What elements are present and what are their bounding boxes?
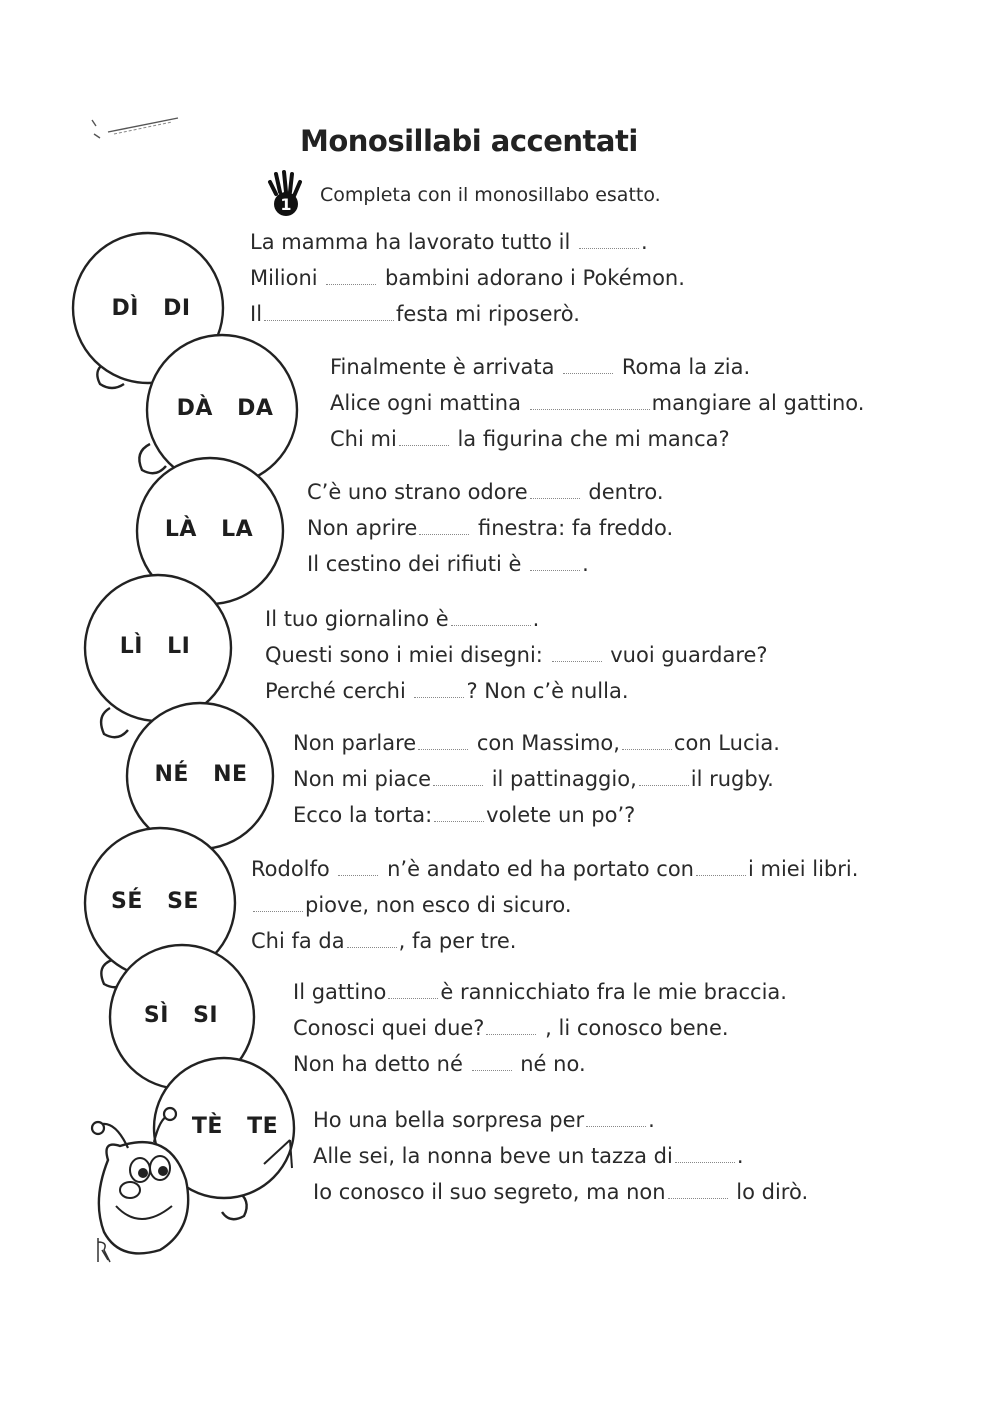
- exercise-line: Non mi piace il pattinaggio, il rugby.: [293, 761, 780, 797]
- answer-blank[interactable]: [399, 423, 449, 446]
- answer-blank[interactable]: [530, 476, 580, 499]
- exercise-line: Il cestino dei rifiuti è .: [307, 546, 673, 582]
- answer-blank[interactable]: [563, 351, 613, 374]
- exercise-line: Il tuo giornalino è .: [265, 601, 768, 637]
- answer-blank[interactable]: [579, 226, 639, 249]
- exercise-line: La mamma ha lavorato tutto il .: [250, 224, 685, 260]
- pair-label-da: DÀ DA: [176, 396, 274, 421]
- answer-blank[interactable]: [639, 763, 689, 786]
- exercise-line: Questi sono i miei disegni: vuoi guardare?: [265, 637, 768, 673]
- exercise-line: Alice ogni mattina mangiare al gattino.: [330, 385, 864, 421]
- answer-blank[interactable]: [668, 1176, 728, 1199]
- exercise-line: Chi mi la figurina che mi manca?: [330, 421, 864, 457]
- answer-blank[interactable]: [434, 799, 484, 822]
- page-title: Monosillabi accentati: [300, 124, 638, 158]
- answer-blank[interactable]: [414, 675, 464, 698]
- exercise-line: Finalmente è arrivata Roma la zia.: [330, 349, 864, 385]
- pair-label-li: LÌ LI: [119, 634, 191, 659]
- exercise-group-te: [313, 1102, 808, 1210]
- answer-blank[interactable]: [419, 512, 469, 535]
- exercise-group-da: [330, 349, 864, 457]
- exercise-group-si: [293, 974, 787, 1082]
- pair-label-si: SÌ SI: [143, 1003, 219, 1028]
- answer-blank[interactable]: [486, 1012, 536, 1035]
- exercise-line: piove, non esco di sicuro.: [251, 887, 858, 923]
- answer-blank[interactable]: [451, 603, 531, 626]
- exercise-line: Milioni bambini adorano i Pokémon.: [250, 260, 685, 296]
- exercise-line: Non ha detto né né no.: [293, 1046, 787, 1082]
- exercise-line: Il gattino è rannicchiato fra le mie braccia.: [293, 974, 787, 1010]
- answer-blank[interactable]: [253, 889, 303, 912]
- exercise-line: Chi fa da , fa per tre.: [251, 923, 858, 959]
- exercise-group-se: [251, 851, 858, 959]
- exercise-group-ne: [293, 725, 780, 833]
- exercise-group-li: [265, 601, 768, 709]
- instruction-text: Completa con il monosillabo esatto.: [320, 184, 661, 206]
- exercise-line: Ho una bella sorpresa per .: [313, 1102, 808, 1138]
- pair-label-te: TÈ TE: [191, 1114, 279, 1139]
- answer-blank[interactable]: [472, 1048, 512, 1071]
- answer-blank[interactable]: [586, 1104, 646, 1127]
- exercise-line: C’è uno strano odore dentro.: [307, 474, 673, 510]
- answer-blank[interactable]: [338, 853, 378, 876]
- answer-blank[interactable]: [530, 548, 580, 571]
- exercise-line: Non parlare con Massimo, con Lucia.: [293, 725, 780, 761]
- answer-blank[interactable]: [696, 853, 746, 876]
- pair-label-la: LÀ LA: [164, 517, 254, 542]
- exercise-line: Alle sei, la nonna beve un tazza di .: [313, 1138, 808, 1174]
- instruction-number: 1: [280, 195, 292, 214]
- exercise-line: Io conosco il suo segreto, ma non lo dirò.: [313, 1174, 808, 1210]
- pair-label-se: SÉ SE: [111, 889, 199, 914]
- exercise-line: Il festa mi riposerò.: [250, 296, 685, 332]
- exercise-line: Conosci quei due? , li conosco bene.: [293, 1010, 787, 1046]
- pair-label-ne: NÉ NE: [154, 762, 248, 787]
- answer-blank[interactable]: [622, 727, 672, 750]
- answer-blank[interactable]: [326, 262, 376, 285]
- exercise-line: Non aprire finestra: fa freddo.: [307, 510, 673, 546]
- answer-blank[interactable]: [264, 298, 394, 321]
- answer-blank[interactable]: [388, 976, 438, 999]
- exercise-line: Ecco la torta: volete un po’?: [293, 797, 780, 833]
- answer-blank[interactable]: [552, 639, 602, 662]
- caterpillar-illustration: [0, 0, 300, 1300]
- answer-blank[interactable]: [675, 1140, 735, 1163]
- answer-blank[interactable]: [530, 387, 650, 410]
- exercise-group-la: [307, 474, 673, 582]
- answer-blank[interactable]: [418, 727, 468, 750]
- answer-blank[interactable]: [433, 763, 483, 786]
- exercise-line: Perché cerchi ? Non c’è nulla.: [265, 673, 768, 709]
- exercise-line: Rodolfo n’è andato ed ha portato con i miei libri.: [251, 851, 858, 887]
- pair-label-di: DÌ DI: [111, 296, 191, 321]
- answer-blank[interactable]: [347, 925, 397, 948]
- exercise-group-di: [250, 224, 685, 332]
